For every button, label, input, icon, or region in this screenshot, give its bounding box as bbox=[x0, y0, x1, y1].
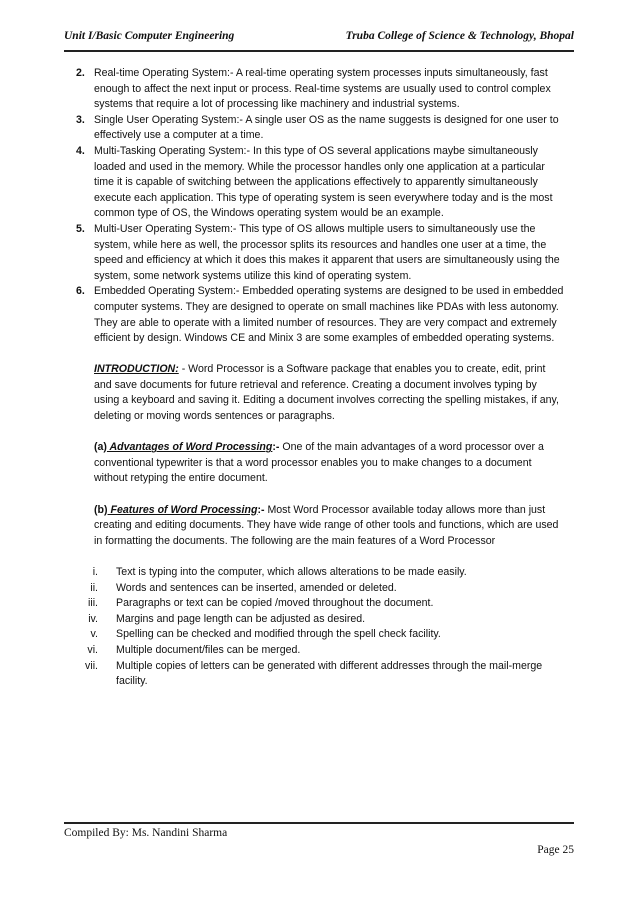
advantages-prefix: (a) bbox=[94, 441, 107, 454]
features-list bbox=[64, 565, 564, 690]
list-item bbox=[64, 66, 564, 113]
features-paragraph bbox=[64, 503, 564, 550]
list-item-text: Spelling can be checked and modified through the spell check facility. bbox=[116, 628, 441, 641]
features-text: Most Word Processor available today allows more than just creating and editing documents. They have wide range of other tools and functions, which are used in formatting the documents. The following are the main features of a Word Processor bbox=[94, 503, 559, 547]
advantages-paragraph bbox=[64, 440, 564, 487]
list-item-number: vii. bbox=[85, 659, 98, 672]
list-item-number: 6. bbox=[76, 285, 85, 298]
list-item-text: Multiple document/files can be merged. bbox=[116, 643, 301, 656]
advantages-text: One of the main advantages of a word processor over a conventional typewriter is that a word processor enables you to make changes to a document without retyping the entire document. bbox=[94, 441, 544, 485]
list-item bbox=[64, 113, 564, 144]
list-item-text: Paragraphs or text can be copied /moved throughout the document. bbox=[116, 597, 434, 610]
features-prefix: (b) bbox=[94, 503, 108, 516]
os-types-list bbox=[64, 66, 564, 347]
advantages-heading: Advantages of Word Processing bbox=[106, 441, 273, 454]
header-college-name: Truba College of Science & Technology, Bhopal bbox=[345, 30, 574, 42]
list-item-number: iv. bbox=[88, 612, 98, 625]
page-footer bbox=[64, 822, 574, 856]
list-item-number: iii. bbox=[87, 597, 98, 610]
list-item-number: 3. bbox=[76, 113, 85, 126]
list-item bbox=[64, 627, 564, 643]
list-item-number: v. bbox=[90, 628, 98, 641]
list-item-number: i. bbox=[92, 566, 98, 578]
list-item-text: Text is typing into the computer, which allows alterations to be made easily. bbox=[116, 566, 467, 578]
features-suffix: :- bbox=[257, 503, 265, 516]
list-item bbox=[64, 596, 564, 612]
list-item bbox=[64, 222, 564, 284]
advantages-suffix: :- bbox=[272, 441, 280, 454]
list-item bbox=[64, 643, 564, 659]
page-content bbox=[64, 66, 564, 690]
list-item bbox=[64, 565, 564, 581]
list-item-text: Multi-User Operating System:- This type of OS allows multiple users to simultaneously use the system, while here as well, the processor splits its resources and handles one user at a time, the speed and efficiency at which it does this makes it apparent that users are simultaneously using the system, some network systems utilize this kind of operating system. bbox=[94, 222, 560, 282]
list-item bbox=[64, 612, 564, 628]
page-header bbox=[64, 20, 574, 52]
list-item-text: Embedded Operating System:- Embedded operating systems are designed to be used in embedded computer systems. They are designed to operate on small machines like PDAs with less autonomy. They are able to operate with a limited number of resources. They are very compact and extremely efficient by design. Windows CE and Minix 3 are some examples of embedded operating systems. bbox=[94, 285, 564, 345]
introduction-text: - Word Processor is a Software package that enables you to create, edit, print and save documents for future retrieval and reference. Creating a document involves typing by using a keyboard and saving it. Editing a document involves correcting the spelling mistakes, if any, deleting or moving words sentences or paragraphs. bbox=[94, 363, 560, 423]
header-unit-title: Unit I/Basic Computer Engineering bbox=[64, 30, 235, 42]
introduction-paragraph bbox=[64, 362, 564, 424]
list-item-number: ii. bbox=[90, 581, 98, 594]
list-item-number: 4. bbox=[76, 144, 85, 157]
footer-page-number: Page 25 bbox=[537, 844, 574, 856]
list-item bbox=[64, 144, 564, 222]
list-item-text: Multiple copies of letters can be generated with different addresses through the mail-merge facility. bbox=[116, 659, 543, 688]
footer-compiled-by: Compiled By: Ms. Nandini Sharma bbox=[64, 827, 228, 839]
list-item-text: Single User Operating System:- A single user OS as the name suggests is designed for one user to effectively use a computer at a time. bbox=[94, 113, 559, 142]
list-item bbox=[64, 581, 564, 597]
list-item bbox=[64, 659, 564, 690]
introduction-heading: INTRODUCTION: bbox=[94, 363, 179, 376]
list-item bbox=[64, 284, 564, 346]
list-item-text: Words and sentences can be inserted, amended or deleted. bbox=[116, 581, 397, 594]
list-item-number: 5. bbox=[76, 222, 85, 235]
list-item-number: vi. bbox=[87, 643, 98, 656]
list-item-number: 2. bbox=[76, 67, 85, 79]
list-item-text: Real-time Operating System:- A real-time operating system processes inputs simultaneously, fast enough to affect the next input or process. Real-time systems are usually used to control complex systems that require a lot of processing like machinery and industrial systems. bbox=[94, 67, 551, 111]
list-item-text: Multi-Tasking Operating System:- In this type of OS several applications maybe simultaneously loaded and used in the memory. While the processor handles only one application at a particular time it is capable of switching between the applications effectively to apparently simultaneously execute each application. This type of operating system is seen everywhere today and is the most common type of OS, the Windows operating system would be an example. bbox=[94, 144, 553, 220]
features-heading: Features of Word Processing bbox=[107, 503, 258, 516]
list-item-text: Margins and page length can be adjusted as desired. bbox=[116, 612, 366, 625]
